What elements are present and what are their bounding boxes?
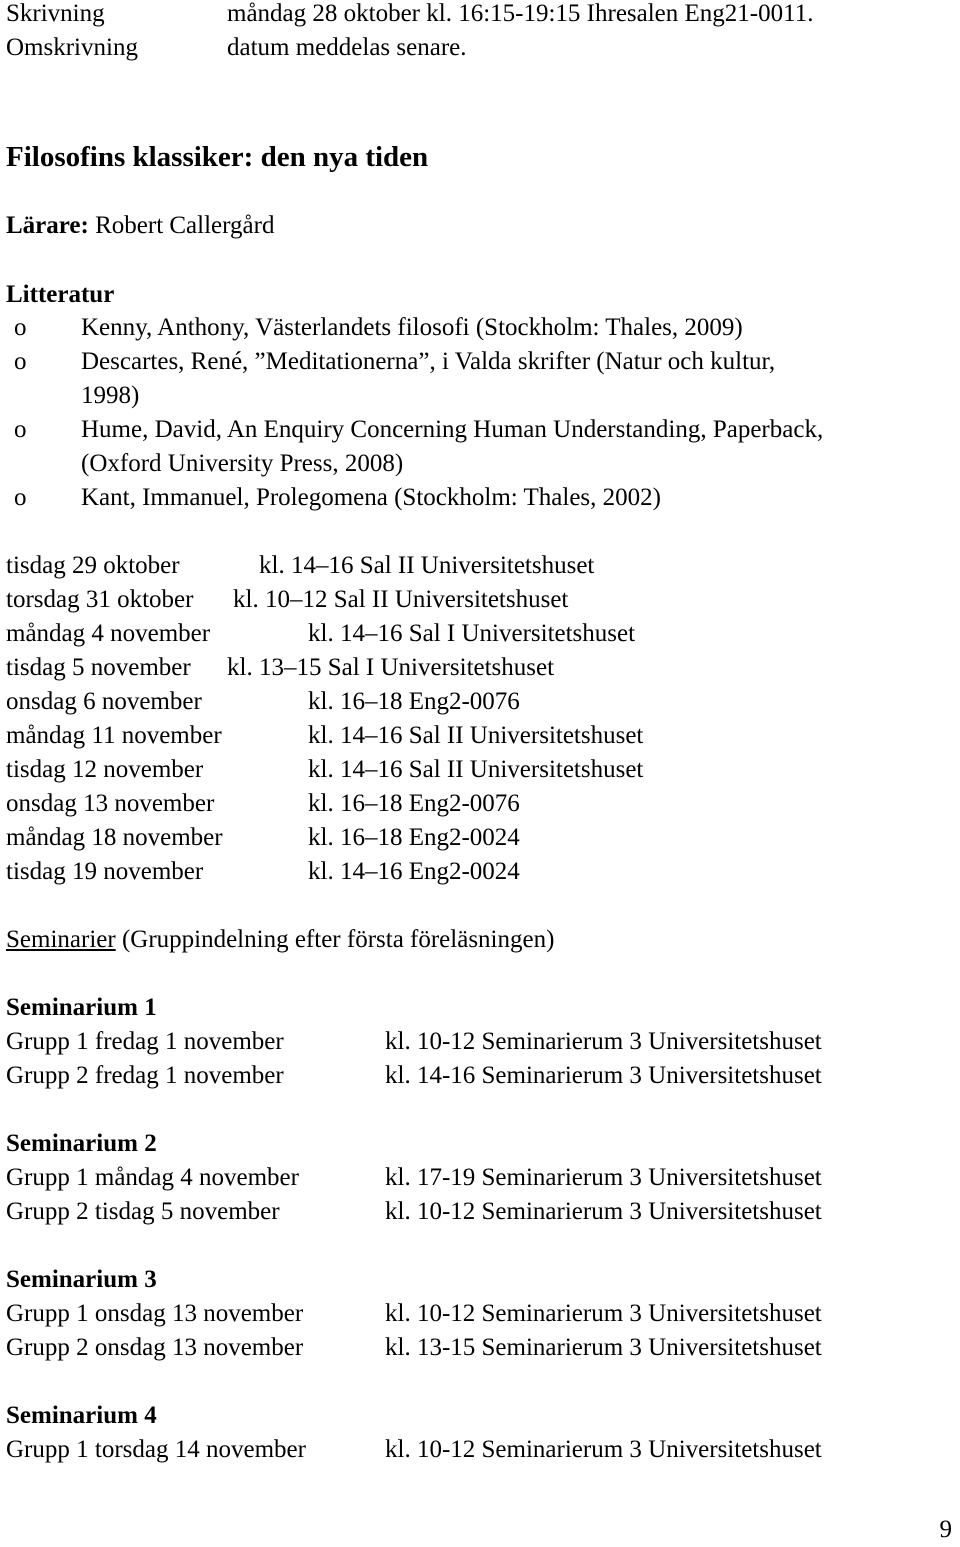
exam-value-rewrite: datum meddelas senare. (227, 34, 467, 61)
literature-bullet: o (14, 348, 27, 375)
seminar-time: kl. 10-12 Seminarierum 3 Universitetshuset (385, 1300, 822, 1327)
literature-item: Descartes, René, ”Meditationerna”, i Valda skrifter (Natur och kultur, (81, 348, 776, 375)
lecture-time: kl. 13–15 Sal I Universitetshuset (227, 654, 555, 681)
lecture-time: kl. 14–16 Sal II Universitetshuset (308, 722, 644, 749)
lecture-day: tisdag 29 oktober (6, 552, 180, 579)
page-number: 9 (939, 1516, 952, 1543)
literature-bullet: o (14, 484, 27, 511)
exam-label-rewrite: Omskrivning (6, 34, 138, 61)
lecture-time: kl. 16–18 Eng2-0076 (308, 790, 520, 817)
seminar-time: kl. 17-19 Seminarierum 3 Universitetshuset (385, 1164, 822, 1191)
lecture-day: måndag 18 november (6, 824, 223, 851)
lecture-time: kl. 14–16 Eng2-0024 (308, 858, 520, 885)
lecture-day: onsdag 6 november (6, 688, 202, 715)
teacher-label: Lärare: (6, 212, 89, 239)
lecture-time: kl. 14–16 Sal I Universitetshuset (308, 620, 636, 647)
lecture-time: kl. 16–18 Eng2-0076 (308, 688, 520, 715)
course-title: Filosofins klassiker: den nya tiden (6, 141, 429, 173)
seminar-time: kl. 10-12 Seminarierum 3 Universitetshuset (385, 1028, 822, 1055)
lecture-day: måndag 4 november (6, 620, 211, 647)
lecture-day: tisdag 19 november (6, 858, 204, 885)
lecture-time: kl. 14–16 Sal II Universitetshuset (259, 552, 595, 579)
lecture-day: måndag 11 november (6, 722, 222, 749)
seminar-title: Seminarium 2 (6, 1130, 157, 1157)
teacher-name: Robert Callergård (95, 212, 275, 239)
lecture-day: onsdag 13 november (6, 790, 215, 817)
seminar-group: Grupp 2 tisdag 5 november (6, 1198, 280, 1225)
seminars-note: (Gruppindelning efter första föreläsningen) (121, 926, 555, 953)
literature-item-continuation: 1998) (81, 382, 140, 409)
seminar-time: kl. 10-12 Seminarierum 3 Universitetshuset (385, 1198, 822, 1225)
seminars-heading: Seminarier (6, 926, 116, 953)
seminar-title: Seminarium 4 (6, 1402, 157, 1429)
literature-item: Kenny, Anthony, Västerlandets filosofi (Stockholm: Thales, 2009) (81, 314, 743, 341)
seminar-time: kl. 14-16 Seminarierum 3 Universitetshuset (385, 1062, 822, 1089)
seminars-heading-line (6, 923, 554, 957)
seminar-title: Seminarium 1 (6, 994, 157, 1021)
lecture-time: kl. 16–18 Eng2-0024 (308, 824, 520, 851)
literature-heading: Litteratur (6, 281, 115, 308)
seminar-group: Grupp 2 fredag 1 november (6, 1062, 284, 1089)
seminar-group: Grupp 2 onsdag 13 november (6, 1334, 304, 1361)
exam-value-writing: måndag 28 oktober kl. 16:15-19:15 Ihresalen Eng21-0011. (227, 0, 814, 27)
seminar-time: kl. 10-12 Seminarierum 3 Universitetshuset (385, 1436, 822, 1463)
seminar-group: Grupp 1 onsdag 13 november (6, 1300, 304, 1327)
seminar-group: Grupp 1 måndag 4 november (6, 1164, 299, 1191)
seminar-title: Seminarium 3 (6, 1266, 157, 1293)
exam-label-writing: Skrivning (6, 0, 105, 27)
lecture-day: torsdag 31 oktober (6, 586, 194, 613)
literature-bullet: o (14, 416, 27, 443)
literature-item-continuation: (Oxford University Press, 2008) (81, 450, 404, 477)
seminar-group: Grupp 1 fredag 1 november (6, 1028, 284, 1055)
lecture-time: kl. 14–16 Sal II Universitetshuset (308, 756, 644, 783)
literature-item: Hume, David, An Enquiry Concerning Human Understanding, Paperback, (81, 416, 824, 443)
lecture-time: kl. 10–12 Sal II Universitetshuset (233, 586, 569, 613)
seminar-time: kl. 13-15 Seminarierum 3 Universitetshuset (385, 1334, 822, 1361)
lecture-day: tisdag 12 november (6, 756, 204, 783)
lecture-day: tisdag 5 november (6, 654, 191, 681)
seminar-group: Grupp 1 torsdag 14 november (6, 1436, 306, 1463)
teacher-line (6, 209, 274, 243)
literature-item: Kant, Immanuel, Prolegomena (Stockholm: Thales, 2002) (81, 484, 661, 511)
literature-bullet: o (14, 314, 27, 341)
